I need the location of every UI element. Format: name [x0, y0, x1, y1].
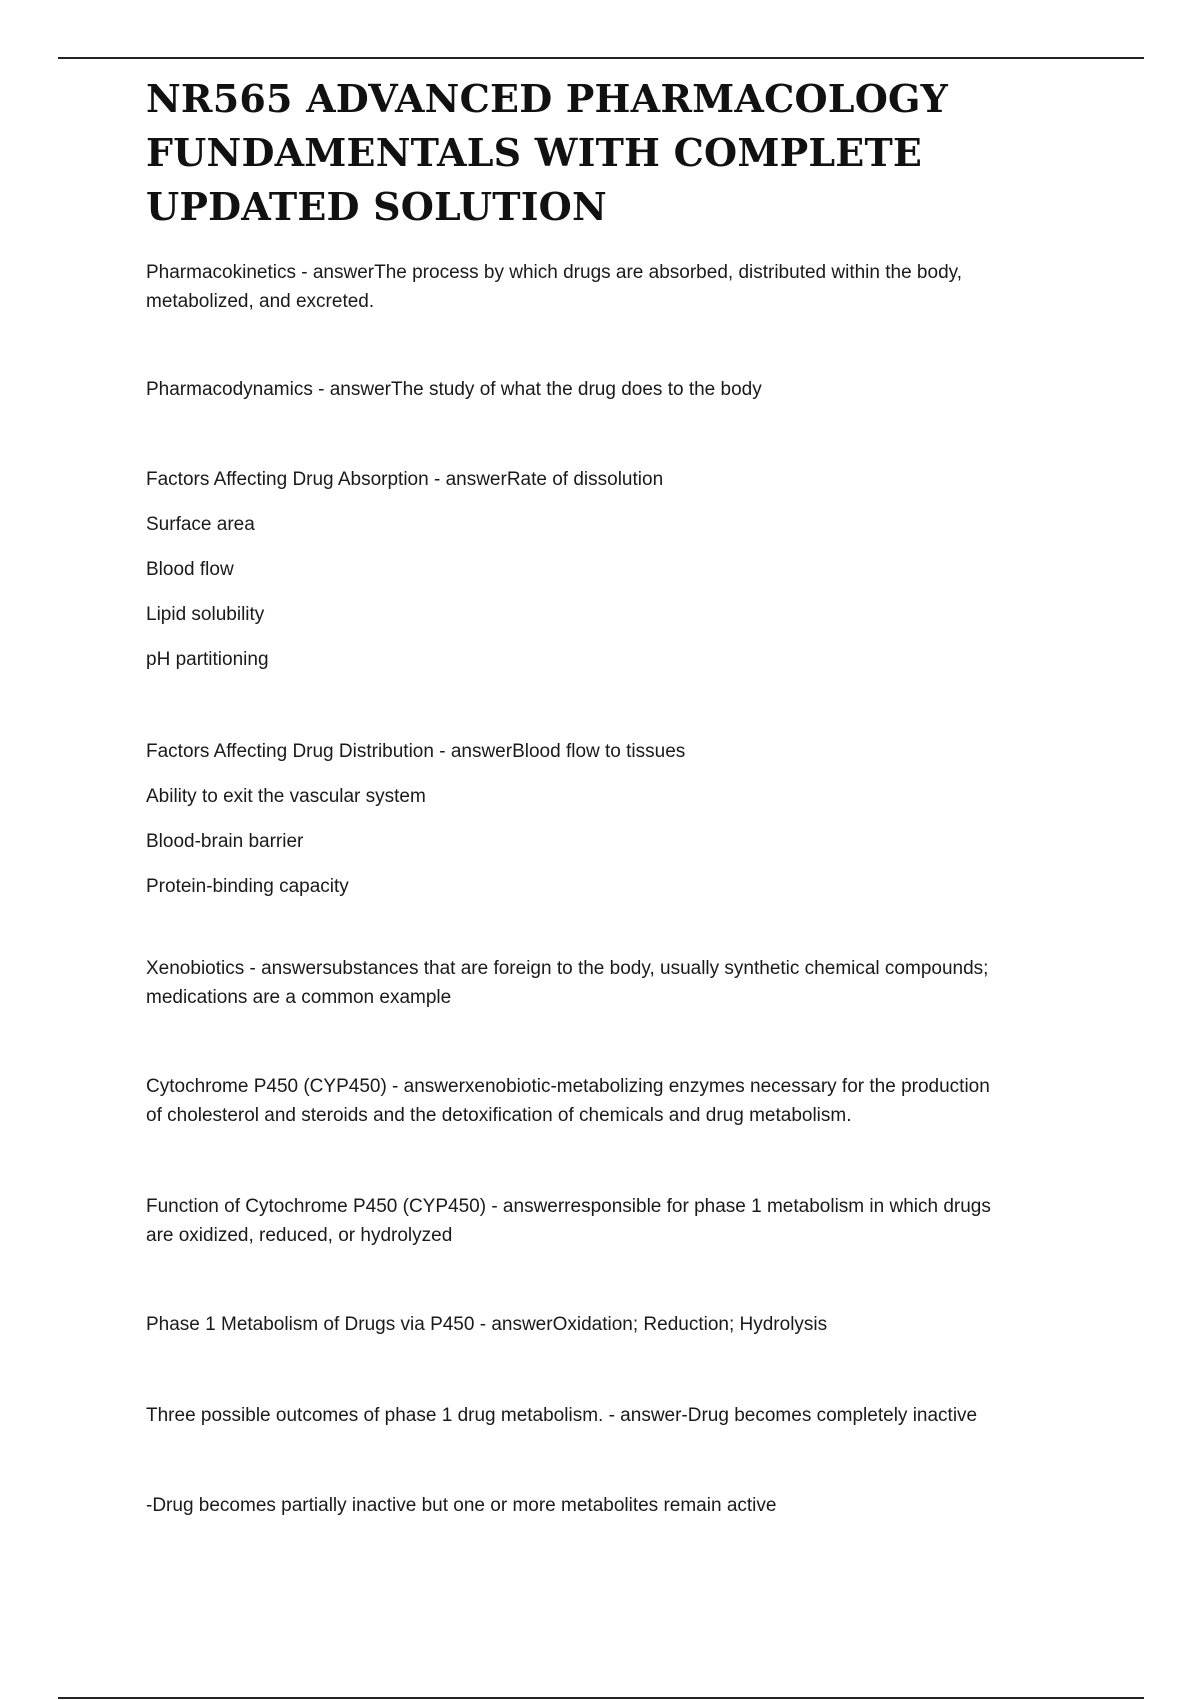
entry-cyp450 [146, 1072, 990, 1130]
entry-line: metabolized, and excreted. [146, 291, 375, 312]
entry-line: Pharmacodynamics - answerThe study of what the drug does to the body [146, 379, 762, 400]
entry-pharmacodynamics [146, 375, 762, 404]
entry-xenobiotics [146, 954, 988, 1012]
entry-list-item: Protein-binding capacity [146, 876, 349, 897]
entry-list-item: Surface area [146, 514, 255, 535]
entry-list-item: Ability to exit the vascular system [146, 786, 426, 807]
entry-phase1-metabolism [146, 1310, 827, 1339]
entry-line: medications are a common example [146, 987, 452, 1008]
document-title: NR565 ADVANCED PHARMACOLOGY FUNDAMENTALS WITH COMPLETE UPDATED SOLUTION [146, 76, 949, 229]
entry-phase1-outcome-2 [146, 1491, 776, 1520]
entry-phase1-outcomes [146, 1401, 977, 1430]
entry-drug-absorption [146, 465, 663, 674]
entry-list-item: pH partitioning [146, 649, 269, 670]
entry-line: -Drug becomes partially inactive but one or more metabolites remain active [146, 1495, 777, 1516]
entry-line: Function of Cytochrome P450 (CYP450) - answerresponsible for phase 1 metabolism in which drugs [146, 1196, 991, 1217]
entry-line: Xenobiotics - answersubstances that are foreign to the body, usually synthetic chemical compounds; [146, 958, 989, 979]
entry-line: Three possible outcomes of phase 1 drug metabolism. - answer-Drug becomes completely inactive [146, 1405, 978, 1426]
entry-line: of cholesterol and steroids and the detoxification of chemicals and drug metabolism. [146, 1105, 852, 1126]
bottom-rule [58, 1697, 1144, 1699]
entry-cyp450-function [146, 1192, 991, 1250]
entry-list-item: Blood flow [146, 559, 234, 580]
document-body [146, 72, 1076, 1516]
entry-drug-distribution [146, 737, 685, 901]
top-rule [58, 57, 1144, 59]
entry-line: Factors Affecting Drug Absorption - answerRate of dissolution [146, 469, 664, 490]
entry-list-item: Lipid solubility [146, 604, 265, 625]
entry-pharmacokinetics [146, 258, 962, 316]
entry-line: are oxidized, reduced, or hydrolyzed [146, 1225, 453, 1246]
entry-line: Pharmacokinetics - answerThe process by which drugs are absorbed, distributed within the body, [146, 262, 962, 283]
entry-list-item: Blood-brain barrier [146, 831, 304, 852]
entry-line: Phase 1 Metabolism of Drugs via P450 - answerOxidation; Reduction; Hydrolysis [146, 1314, 828, 1335]
entry-line: Factors Affecting Drug Distribution - answerBlood flow to tissues [146, 741, 686, 762]
entry-line: Cytochrome P450 (CYP450) - answerxenobiotic-metabolizing enzymes necessary for the production [146, 1076, 990, 1097]
